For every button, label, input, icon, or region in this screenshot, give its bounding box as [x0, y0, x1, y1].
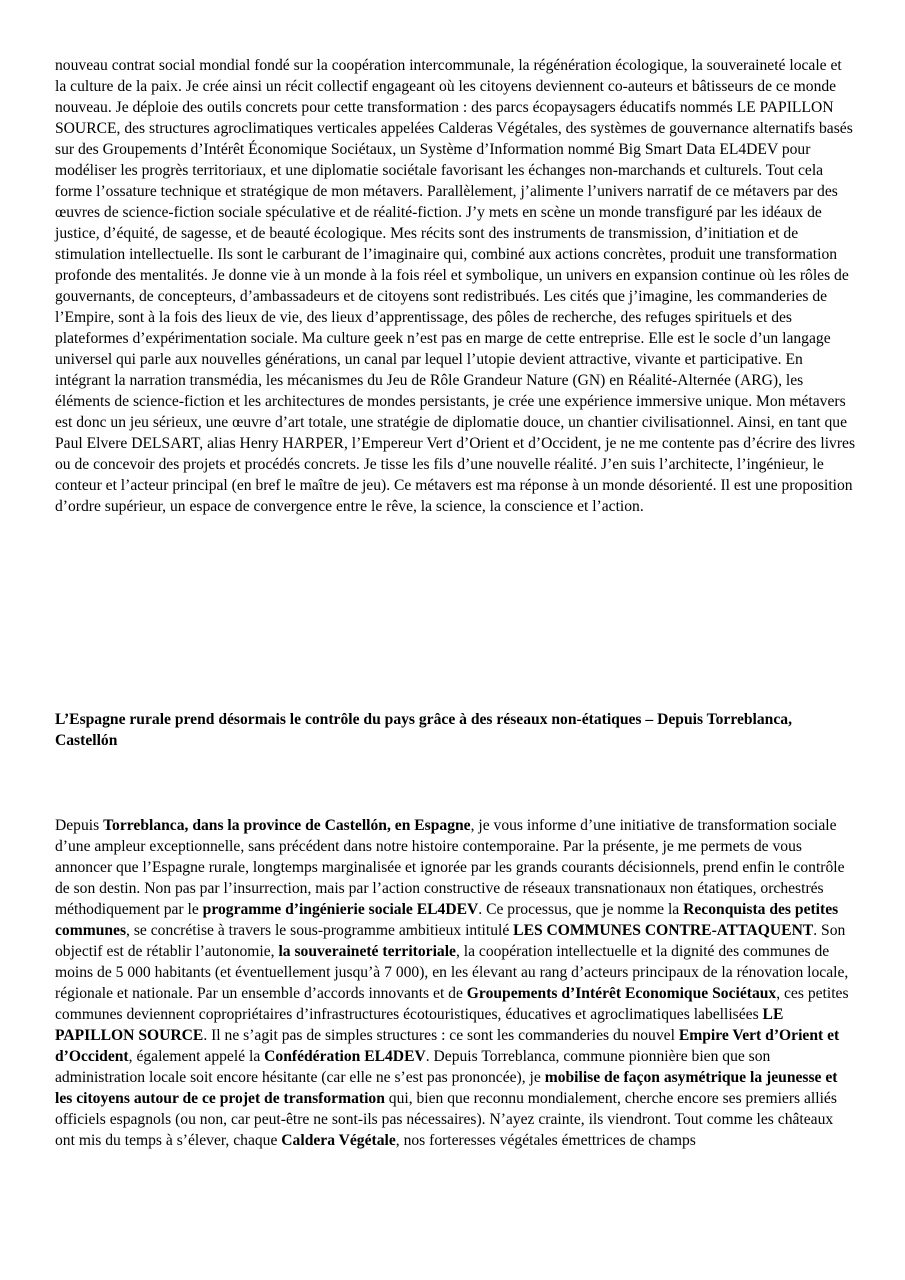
bold-text-run: LES COMMUNES CONTRE-ATTAQUENT	[513, 922, 814, 939]
bold-text-run: Groupements d’Intérêt Economique Sociétaux	[466, 985, 777, 1002]
section-heading: L’Espagne rurale prend désormais le contrôle du pays grâce à des réseaux non-étatiques – Depuis Torreblanca, Castellón	[55, 711, 792, 749]
text-run: . Il ne s’agit pas de simples structures : ce sont les commanderies du nouvel	[203, 1027, 679, 1044]
bold-text-run: Confédération EL4DEV	[264, 1048, 426, 1065]
bold-text-run: LE PAPILLON SOURCE	[55, 1006, 784, 1044]
bold-text-run: Caldera Végétale	[281, 1132, 396, 1149]
text-run: . Son objectif est de rétablir l’autonomie,	[55, 922, 846, 960]
text-run: , la coopération intellectuelle et la dignité des communes de moins de 5 000 habitants (et éventuellement jusqu’à 7 000), en les élevant au rang d’acteurs principaux de la rénovation locale, régionale et nationale. Par un ensemble d’accords innovants et de	[55, 943, 849, 1002]
bold-text-run: mobilise de façon asymétrique la jeunesse et les citoyens autour de ce projet de transformation	[55, 1069, 838, 1107]
text-run: . Depuis Torreblanca, commune pionnière bien que son administration locale soit encore hésitante (car elle ne s’est pas prononcée), je	[55, 1048, 771, 1086]
bold-text-run: Reconquista des petites communes	[55, 901, 839, 939]
text-run: , ces petites communes deviennent copropriétaires d’infrastructures écotouristiques, éducatives et agroclimatiques labellisées	[55, 985, 849, 1023]
text-run: qui, bien que reconnu mondialement, cherche encore ses premiers alliés officiels espagnols (ou non, car peut-être ne sont-ils pas nécessaires). N’ayez crainte, ils viendront. Tout comme les châteaux ont mis du temps à s’élever, chaque	[55, 1090, 837, 1149]
text-run: , également appelé la	[128, 1048, 265, 1065]
body-paragraph	[55, 815, 855, 1151]
text-run: , nos forteresses végétales émettrices de champs	[395, 1132, 696, 1149]
text-run: . Ce processus, que je nomme la	[478, 901, 684, 918]
text-run: , je vous informe d’une initiative de transformation sociale d’une ampleur exceptionnelle, sans précédent dans notre histoire contemporaine. Par la présente, je me permets de vous annoncer que l’Espagne rurale, longtemps marginalisée et ignorée par les grands courants décisionnels, prend enfin le contrôle de son destin. Non pas par l’insurrection, mais par l’action constructive de réseaux transnationaux non étatiques, orchestrés méthodiquement par le	[55, 817, 845, 918]
bold-text-run: programme d’ingénierie sociale EL4DEV	[202, 901, 479, 918]
bold-text-run: la souveraineté territoriale	[278, 943, 456, 960]
text-run: Depuis	[55, 817, 104, 834]
body-paragraph: nouveau contrat social mondial fondé sur la coopération intercommunale, la régénération écologique, la souveraineté locale et la culture de la paix. Je crée ainsi un récit collectif engageant où les citoyens deviennent co-auteurs et bâtisseurs de ce monde nouveau. Je déploie des outils concrets pour cette transformation : des parcs écopaysagers éducatifs nommés LE PAPILLON SOURCE, des structures agroclimatiques verticales appelées Calderas Végétales, des systèmes de gouvernance alternatifs basés sur des Groupements d’Intérêt Économique Sociétaux, un Système d’Information nommé Big Smart Data EL4DEV pour modéliser les progrès territoriaux, et une diplomatie sociétale favorisant les échanges non-marchands et culturels. Tout cela forme l’ossature technique et stratégique de mon métavers. Parallèlement, j’alimente l’univers narratif de ce métavers par des œuvres de science-fiction sociale spéculative et de réalité-fiction. J’y mets en scène un monde transfiguré par les idéaux de justice, d’équité, de sagesse, et de beauté écologique. Mes récits sont des instruments de transmission, d’initiation et de stimulation intellectuelle. Ils sont le carburant de l’imaginaire qui, combiné aux actions concrètes, produit une transformation profonde des mentalités. Je donne vie à un monde à la fois réel et symbolique, un univers en expansion continue où les rôles de gouvernants, de concepteurs, d’ambassadeurs et de citoyens sont redistribués. Les cités que j’imagine, les commanderies de l’Empire, sont à la fois des lieux de vie, des lieux d’apprentissage, des pôles de recherche, des refuges spirituels et des plateformes d’expérimentation sociale. Ma culture geek n’est pas en marge de cette entreprise. Elle est le socle d’un langage universel qui parle aux nouvelles générations, un canal par lequel l’utopie devient attractive, vivante et participative. En intégrant la narration transmédia, les mécanismes du Jeu de Rôle Grandeur Nature (GN) en Réalité-Alternée (ARG), les éléments de science-fiction et les architectures de mondes persistants, je crée une expérience immersive unique. Mon métavers est donc un jeu sérieux, une œuvre d’art totale, une stratégie de diplomatie douce, un chantier civilisationnel. Ainsi, en tant que Paul Elvere DELSART, alias Henry HARPER, l’Empereur Vert d’Orient et d’Occident, je ne me contente pas d’écrire des livres ou de concevoir des projets et procédés concrets. Je tisse les fils d’une nouvelle réalité. J’en suis l’architecte, l’ingénieur, le conteur et l’acteur principal (en bref le maître de jeu). Ce métavers est ma réponse à un monde désorienté. Il est une proposition d’ordre supérieur, un espace de convergence entre le rêve, la science, la conscience et l’action.	[55, 57, 856, 515]
bold-text-run: Torreblanca, dans la province de Castellón, en Espagne	[103, 817, 471, 834]
text-run: , se concrétise à travers le sous-programme ambitieux intitulé	[126, 922, 514, 939]
bold-text-run: Empire Vert d’Orient et d’Occident	[55, 1027, 840, 1065]
